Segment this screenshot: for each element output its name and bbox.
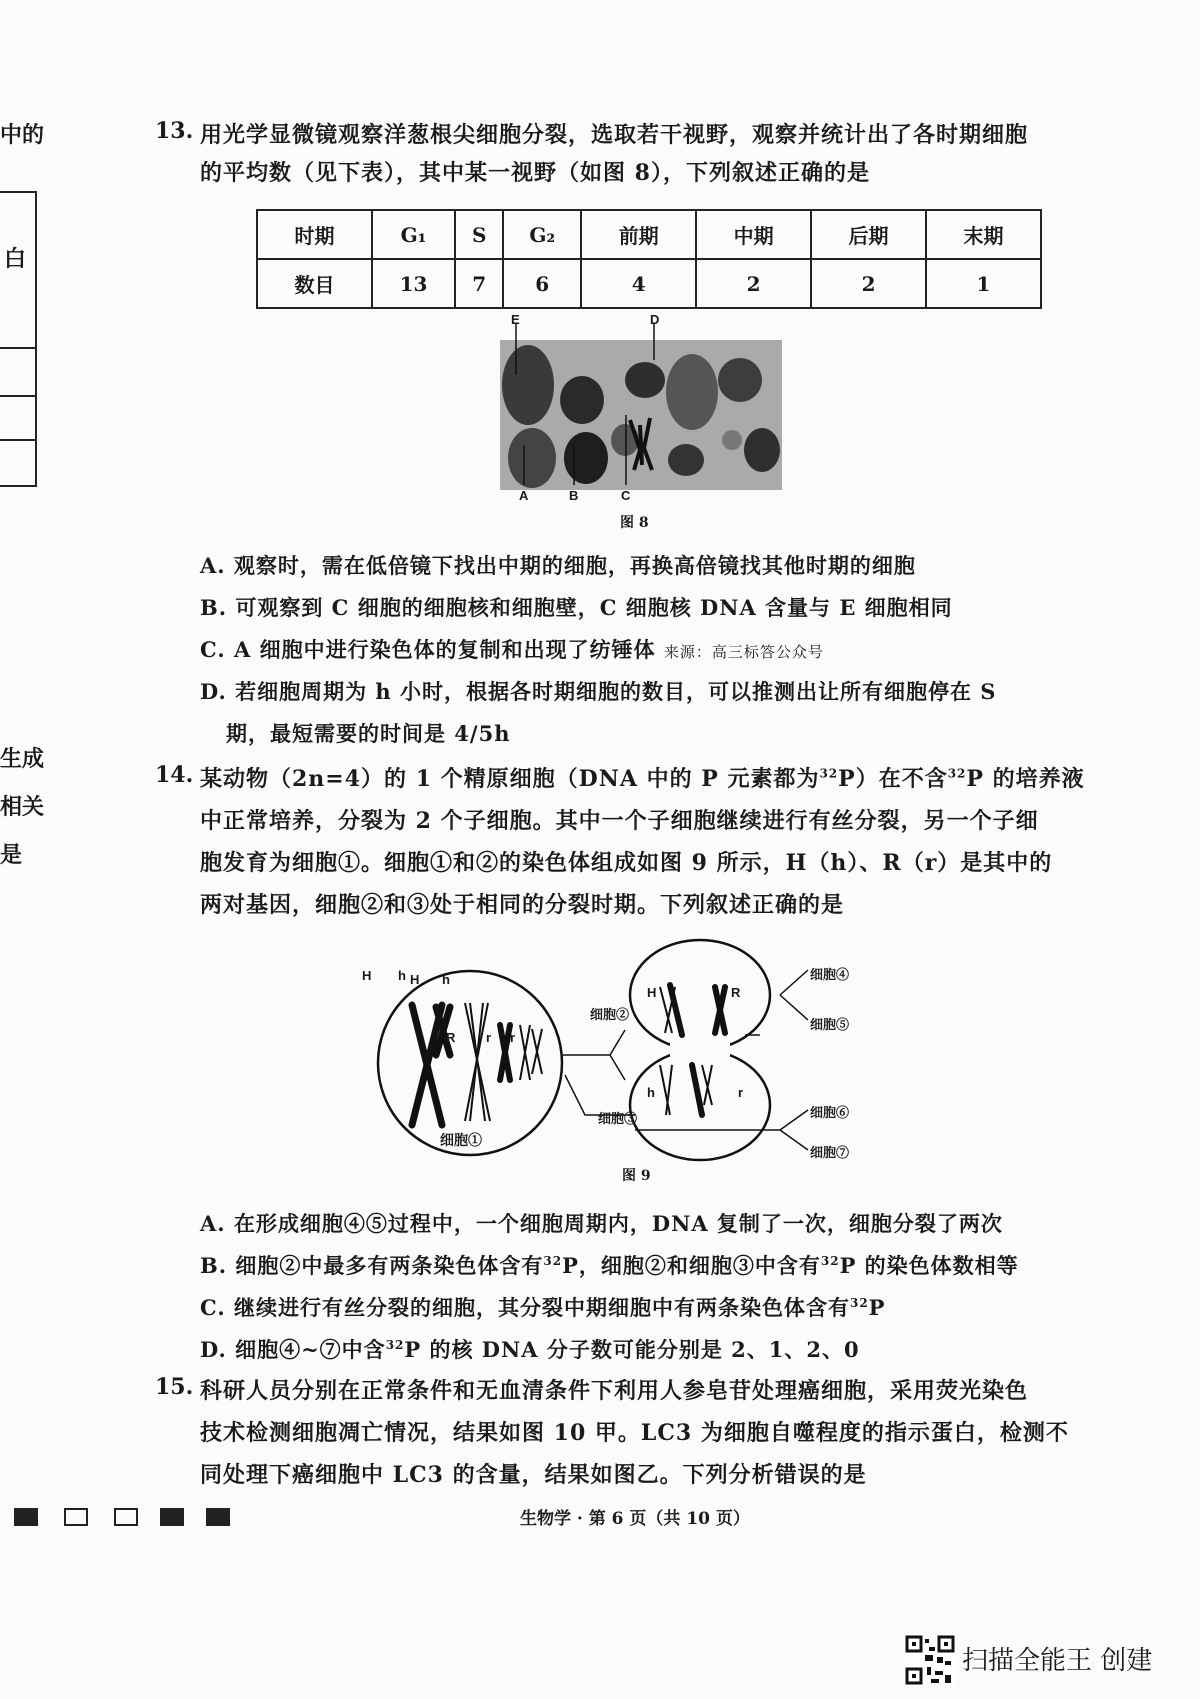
table-cell: 7	[455, 259, 503, 308]
text-segment: P）在不含	[838, 766, 948, 792]
question-text: 科研人员分别在正常条件和无血清条件下利用人参皂苷处理癌细胞，采用荧光染色	[200, 1378, 1029, 1404]
table-cell: 中期	[696, 210, 811, 259]
question-text: 的平均数（见下表），其中某一视野（如图 8），下列叙述正确的是	[200, 160, 870, 186]
question-number: 13.	[155, 118, 194, 144]
table-cell: S	[455, 210, 503, 259]
figure-label: A	[519, 488, 529, 503]
text-segment: C. 继续进行有丝分裂的细胞，其分裂中期细胞中有两条染色体含有	[200, 1295, 850, 1320]
table-header-cell: 时期	[257, 210, 372, 259]
table-cell: 2	[696, 259, 811, 308]
footer-block	[206, 1508, 230, 1526]
question-number: 14.	[155, 762, 194, 788]
question-text: 用光学显微镜观察洋葱根尖细胞分裂，选取若干视野，观察并统计出了各时期细胞	[200, 122, 1029, 148]
table-cell: 末期	[926, 210, 1041, 259]
text-segment: P 的染色体数相等	[839, 1253, 1019, 1278]
figure-label: D	[650, 312, 660, 327]
table-cell: 前期	[581, 210, 696, 259]
superscript: 32	[849, 1296, 869, 1310]
edge-fragment: 相关	[0, 794, 45, 820]
table-cell: 1	[926, 259, 1041, 308]
table-cell: 后期	[811, 210, 926, 259]
edge-bracket	[0, 190, 40, 490]
edge-fragment: 中的	[0, 122, 45, 148]
option-b	[200, 1250, 1019, 1280]
text-segment: D. 细胞④~⑦中含	[200, 1337, 386, 1362]
question-text: 同处理下癌细胞中 LC3 的含量，结果如图乙。下列分析错误的是	[200, 1462, 867, 1488]
option-c-text: C. A 细胞中进行染色体的复制和出现了纺锤体	[200, 637, 656, 662]
cell-label: 细胞①	[440, 1132, 482, 1148]
scanner-watermark: 扫描全能王 创建	[962, 1646, 1153, 1676]
source-watermark: 来源：高三标答公众号	[663, 643, 824, 661]
option-a: A. 观察时，需在低倍镜下找出中期的细胞，再换高倍镜找其他时期的细胞	[200, 553, 916, 578]
cell-count-table	[256, 209, 1042, 309]
table-row	[257, 259, 1041, 308]
option-d	[200, 1334, 860, 1364]
question-text: 中正常培养，分裂为 2 个子细胞。其中一个子细胞继续进行有丝分裂，另一个子细	[200, 808, 1039, 834]
figure-label: B	[569, 488, 579, 503]
edge-fragment: 白	[4, 246, 27, 272]
qr-code-icon	[905, 1635, 955, 1685]
question-text	[200, 762, 1085, 793]
footer-block	[114, 1508, 138, 1526]
edge-fragment: 生成	[0, 746, 45, 772]
table-cell: 2	[811, 259, 926, 308]
superscript: 32	[819, 766, 839, 781]
figure-8-leader-lines	[480, 315, 800, 510]
gene-label: r	[738, 1085, 744, 1100]
option-d-continued: 期，最短需要的时间是 4/5h	[226, 721, 511, 746]
option-d: D. 若细胞周期为 h 小时，根据各时期细胞的数目，可以推测出让所有细胞停在 S	[200, 679, 997, 704]
table-header-cell: 数目	[257, 259, 372, 308]
option-b: B. 可观察到 C 细胞的细胞核和细胞壁，C 细胞核 DNA 含量与 E 细胞相同	[200, 595, 953, 620]
gene-label: H	[647, 985, 657, 1000]
footer-block	[14, 1508, 38, 1526]
question-text: 技术检测细胞凋亡情况，结果如图 10 甲。LC3 为细胞自噬程度的指示蛋白，检测不	[200, 1420, 1069, 1446]
option-c	[200, 1292, 885, 1322]
page-number: 生物学 · 第 6 页（共 10 页）	[520, 1509, 750, 1529]
gene-label: R	[731, 985, 741, 1000]
footer-block	[160, 1508, 184, 1526]
table-cell: 13	[372, 259, 455, 308]
table-cell: 6	[503, 259, 581, 308]
table-cell: 4	[581, 259, 696, 308]
text-segment: P 的培养液	[966, 766, 1085, 792]
table-row	[257, 210, 1041, 259]
cell-label: 细胞③	[598, 1111, 638, 1126]
gene-label: r	[510, 1030, 516, 1045]
gene-label: R	[446, 1030, 456, 1045]
figure-label: E	[511, 312, 520, 327]
cell-label: 细胞⑦	[810, 1145, 850, 1160]
superscript: 32	[947, 766, 967, 781]
figure-caption: 图 9	[622, 1168, 651, 1184]
table-cell: G₂	[503, 210, 581, 259]
cell-label: 细胞②	[590, 1007, 630, 1022]
gene-label: h	[647, 1085, 655, 1100]
text-segment: B. 细胞②中最多有两条染色体含有	[200, 1253, 544, 1278]
cell-label: 细胞⑤	[810, 1017, 850, 1032]
figure-caption: 图 8	[620, 515, 649, 531]
cell-label: 细胞⑥	[810, 1105, 850, 1120]
text-segment: P 的核 DNA 分子数可能分别是 2、1、2、0	[404, 1337, 860, 1362]
gene-label: h	[442, 972, 450, 987]
table-cell: G₁	[372, 210, 455, 259]
superscript: 32	[820, 1254, 840, 1268]
superscript: 32	[385, 1338, 405, 1352]
text-segment: P	[868, 1295, 886, 1320]
gene-label: H	[362, 968, 372, 983]
text-segment: P，细胞②和细胞③中含有	[562, 1253, 821, 1278]
figure-label: C	[621, 488, 631, 503]
gene-label: H	[410, 972, 420, 987]
text-segment: 某动物（2n=4）的 1 个精原细胞（DNA 中的 P 元素都为	[200, 766, 820, 792]
edge-fragment: 是	[0, 842, 23, 868]
superscript: 32	[543, 1254, 563, 1268]
gene-label: r	[486, 1030, 492, 1045]
question-text: 两对基因，细胞②和③处于相同的分裂时期。下列叙述正确的是	[200, 892, 845, 918]
question-text: 胞发育为细胞①。细胞①和②的染色体组成如图 9 所示，H（h）、R（r）是其中的	[200, 850, 1053, 876]
question-number: 15.	[155, 1374, 194, 1400]
cell-label: 细胞④	[810, 967, 850, 982]
gene-label: h	[398, 968, 406, 983]
option-a: A. 在形成细胞④⑤过程中，一个细胞周期内，DNA 复制了一次，细胞分裂了两次	[200, 1211, 1003, 1236]
footer-block	[64, 1508, 88, 1526]
option-c	[200, 634, 824, 664]
